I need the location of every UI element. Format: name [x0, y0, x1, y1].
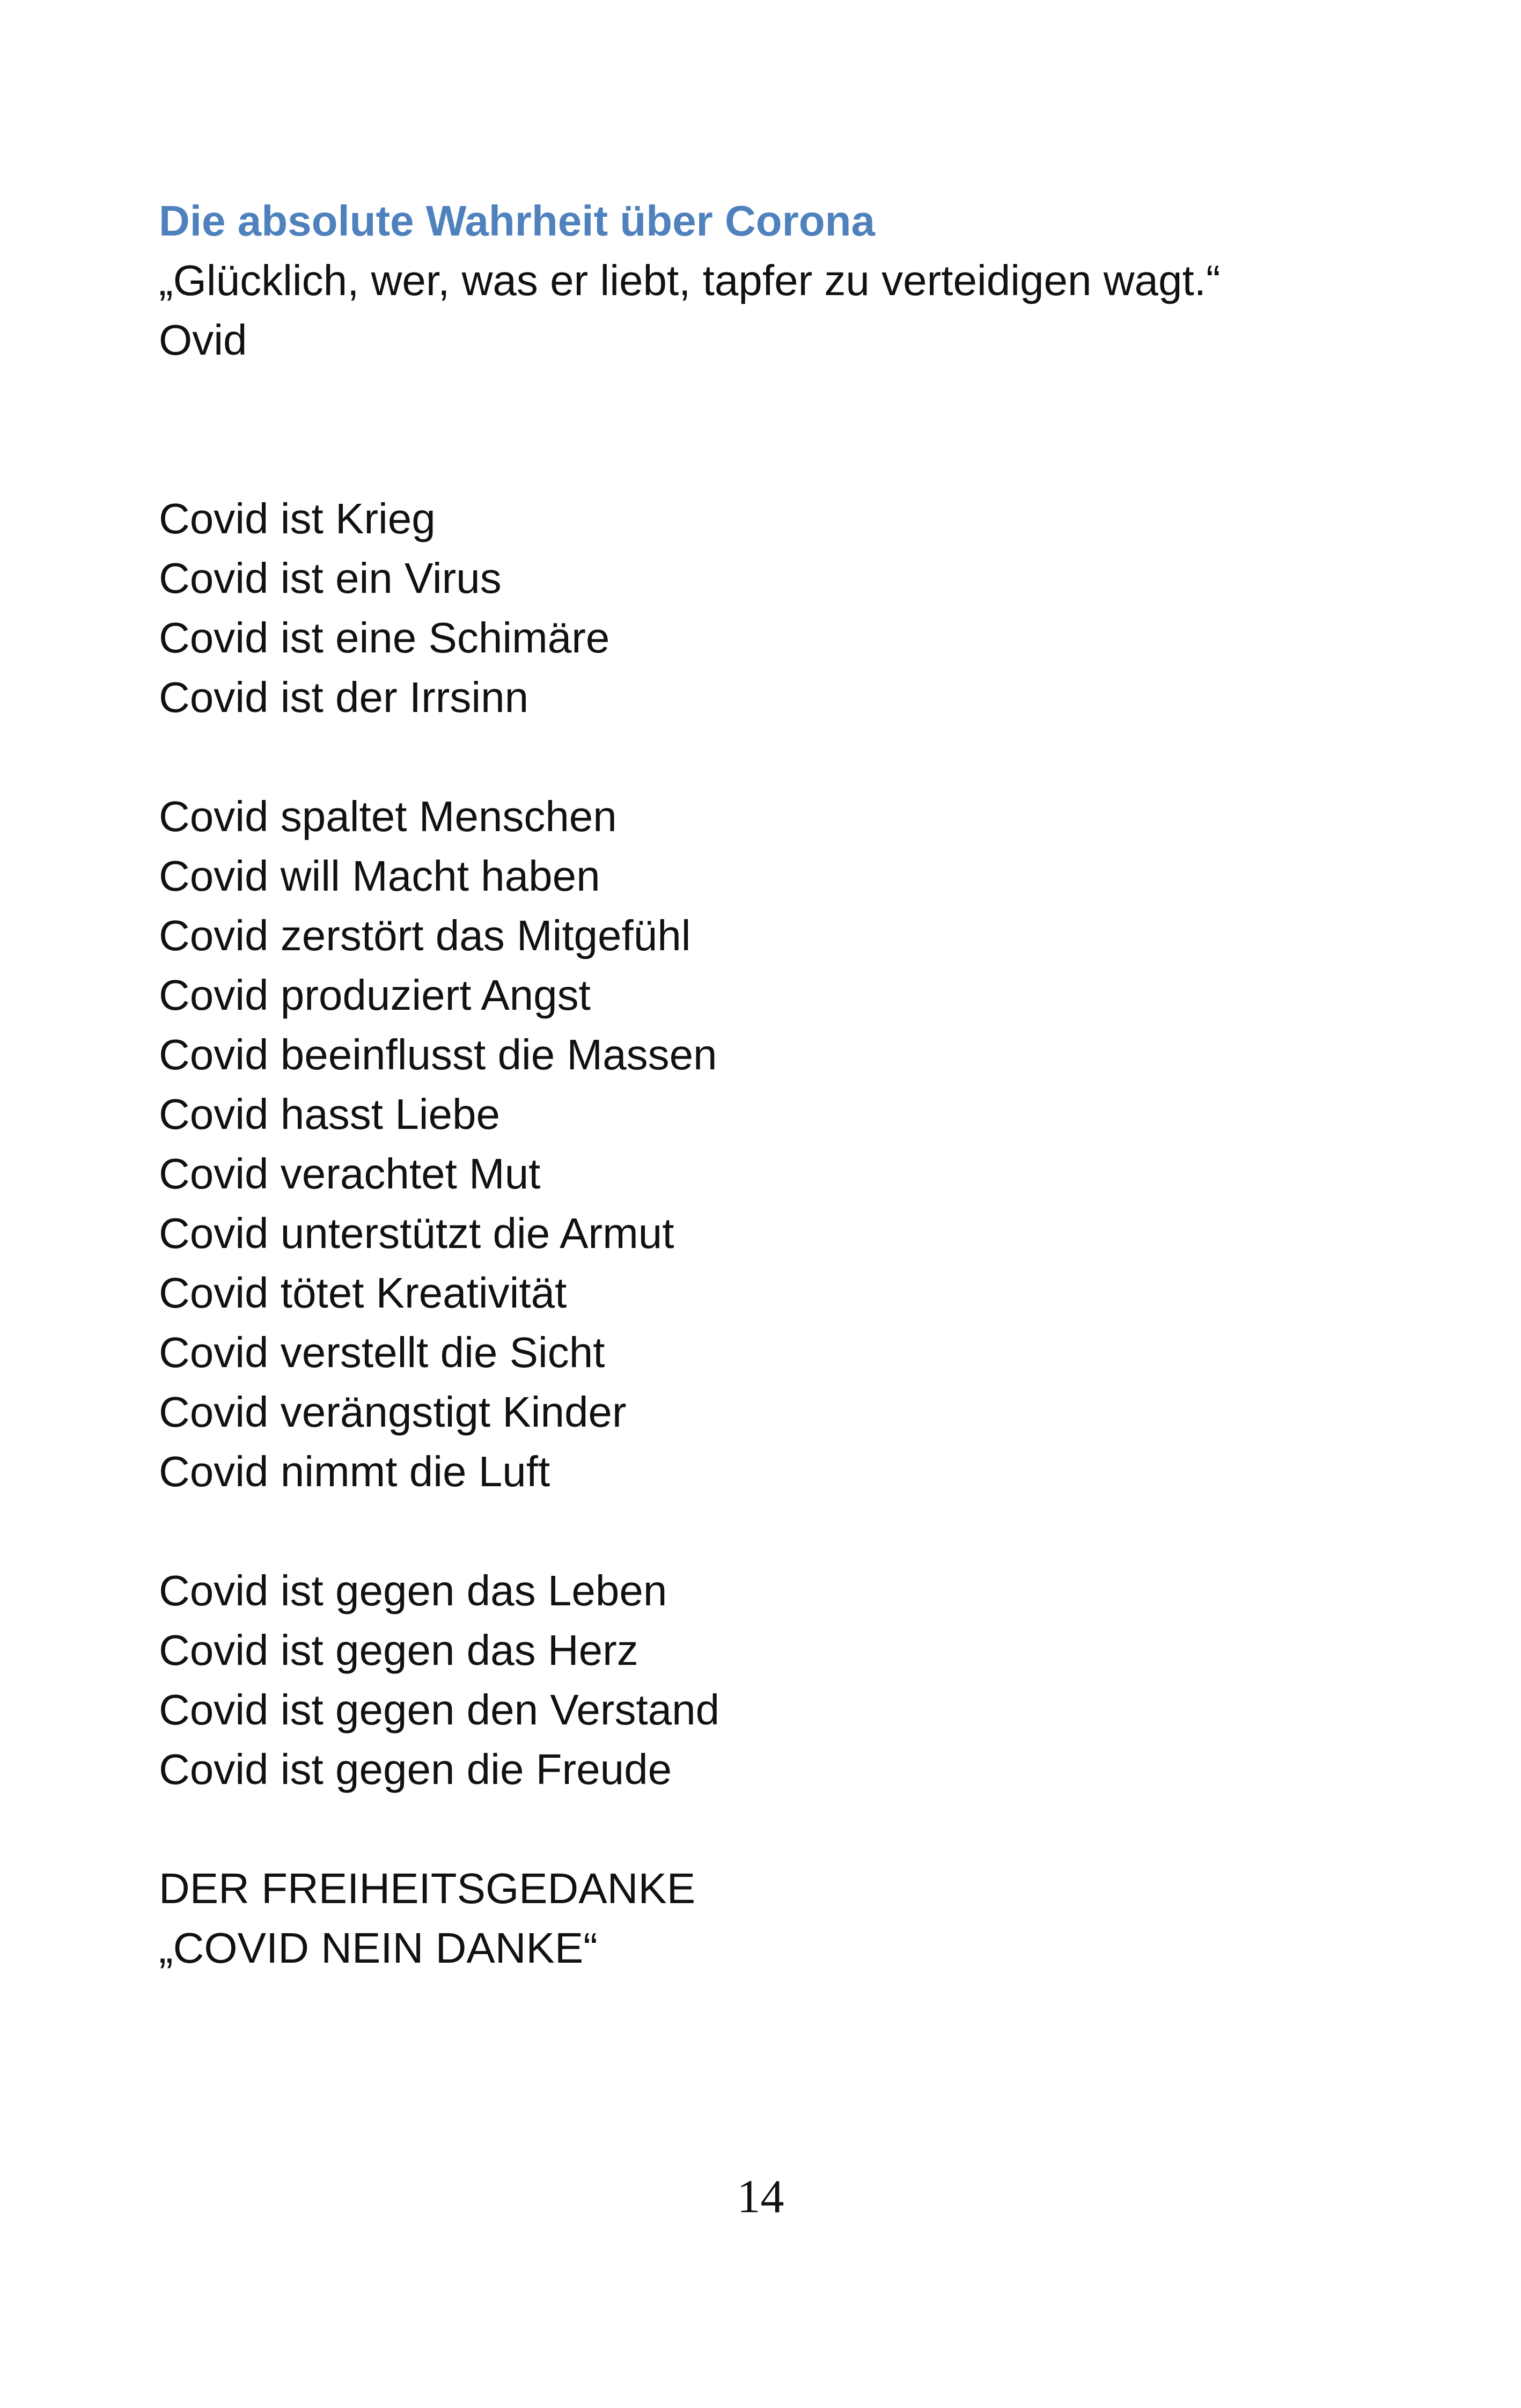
- poem-line: Covid hasst Liebe: [159, 1090, 500, 1138]
- page-number: 14: [737, 2171, 784, 2223]
- poem-line: Covid beeinflusst die Massen: [159, 1031, 717, 1078]
- poem-line: Covid ist eine Schimäre: [159, 614, 610, 662]
- stanza-4: [159, 1859, 1393, 1978]
- poem-line: Covid ist gegen den Verstand: [159, 1686, 720, 1734]
- poem-line: Covid ist der Irrsinn: [159, 673, 529, 721]
- page-content: [159, 191, 1393, 1978]
- stanza-2: [159, 787, 1393, 1501]
- poem-line: Covid tötet Kreativität: [159, 1269, 567, 1317]
- poem-line: Covid ist gegen das Leben: [159, 1567, 667, 1614]
- poem-line: Covid will Macht haben: [159, 852, 600, 900]
- poem-line: Covid spaltet Menschen: [159, 792, 617, 840]
- poem-line: Covid unterstützt die Armut: [159, 1209, 674, 1257]
- poem-line: Covid ist gegen die Freude: [159, 1745, 672, 1793]
- epigraph-author: Ovid: [159, 316, 247, 364]
- poem-line: Covid ist gegen das Herz: [159, 1626, 638, 1674]
- poem-title: Die absolute Wahrheit über Corona: [159, 197, 875, 245]
- poem-line: Covid ist Krieg: [159, 495, 436, 542]
- poem-line: DER FREIHEITSGEDANKE: [159, 1864, 696, 1912]
- poem-line: Covid nimmt die Luft: [159, 1448, 550, 1495]
- epigraph-quote: „Glücklich, wer, was er liebt, tapfer zu verteidigen wagt.“: [159, 256, 1221, 304]
- stanza-3: [159, 1561, 1393, 1799]
- poem-line: Covid produziert Angst: [159, 971, 591, 1019]
- poem-line: Covid verstellt die Sicht: [159, 1328, 605, 1376]
- poem-line: Covid verängstigt Kinder: [159, 1388, 627, 1436]
- poem-line: Covid zerstört das Mitgefühl: [159, 912, 691, 959]
- poem-line: „COVID NEIN DANKE“: [159, 1924, 598, 1972]
- stanza-1: [159, 489, 1393, 727]
- poem-line: Covid verachtet Mut: [159, 1150, 541, 1198]
- spacer: [159, 370, 1393, 489]
- poem-line: Covid ist ein Virus: [159, 554, 502, 602]
